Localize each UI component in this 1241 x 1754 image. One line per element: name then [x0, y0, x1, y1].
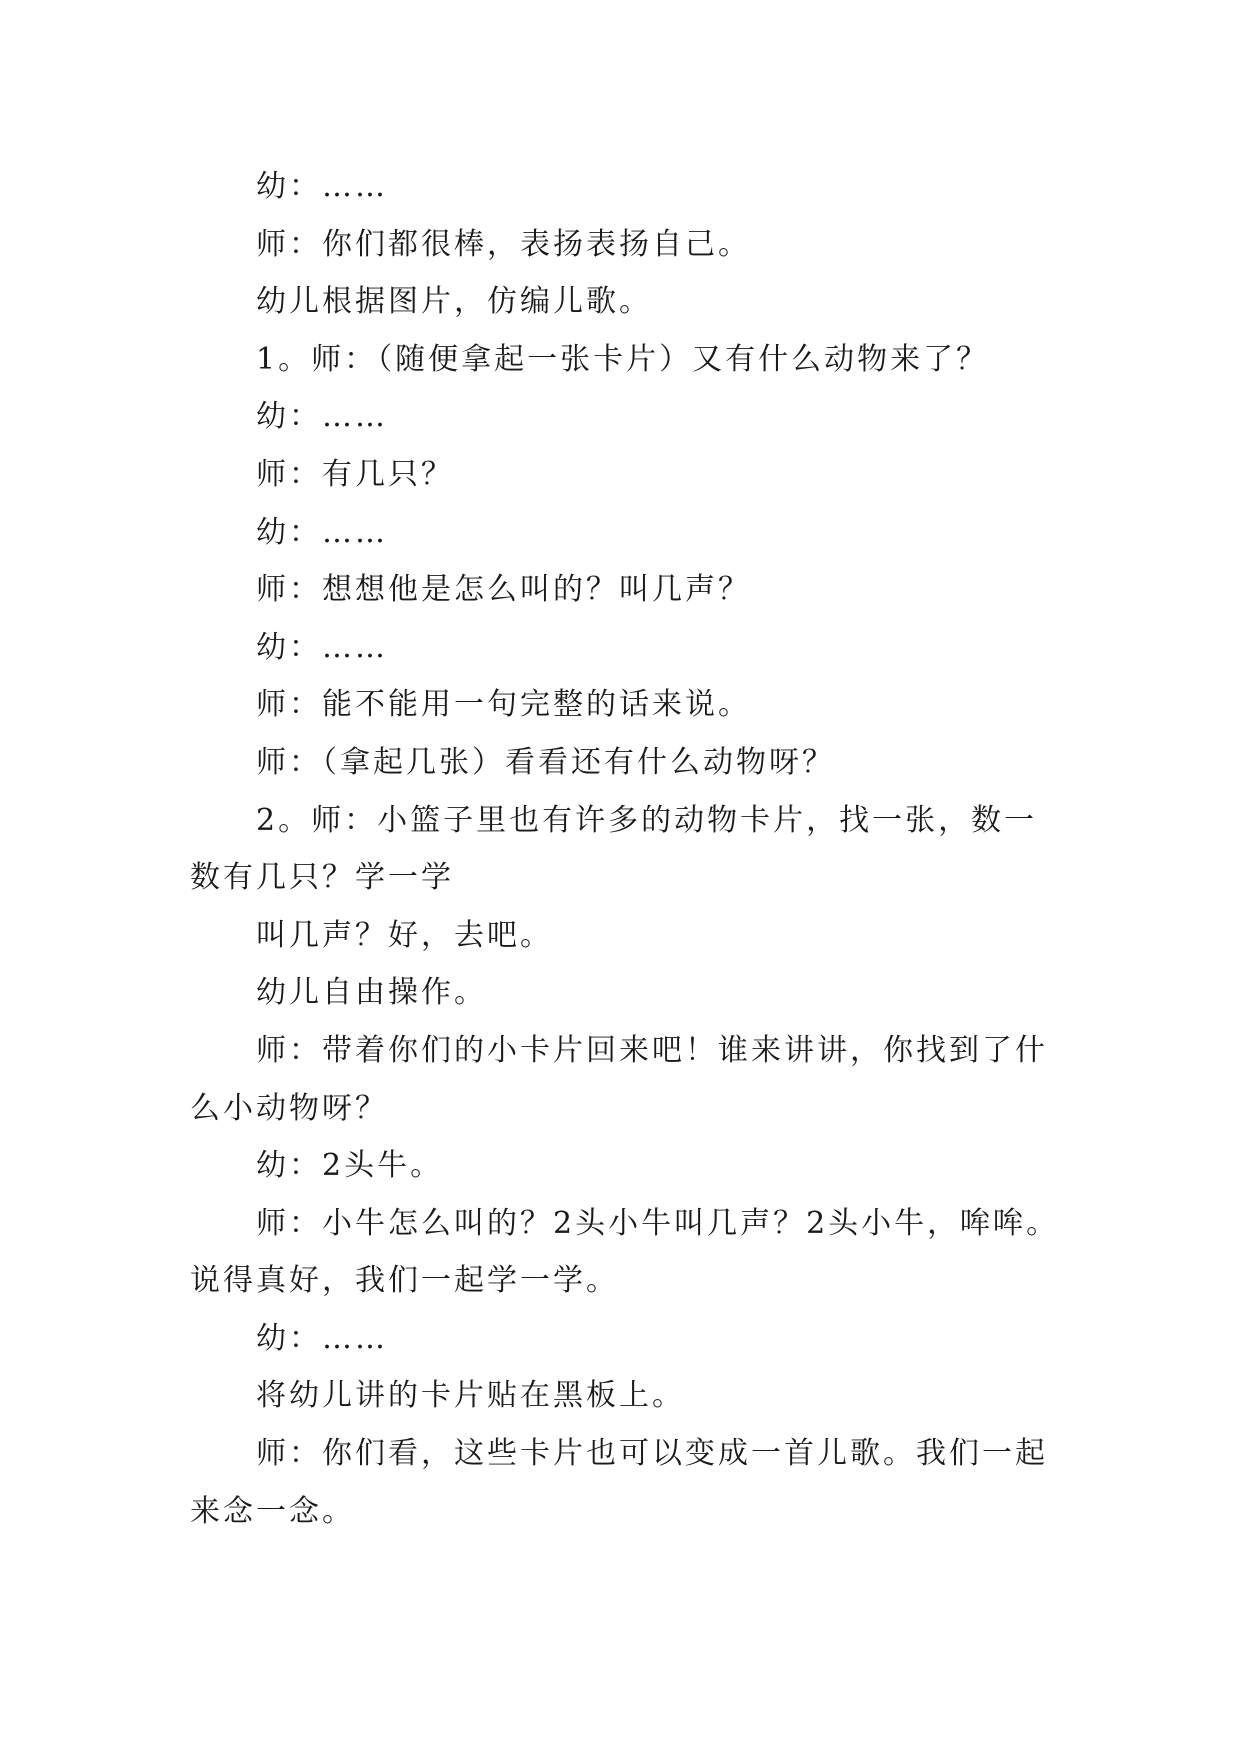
paragraph: 幼：……: [256, 1320, 388, 1356]
paragraph: 幼儿自由操作。: [256, 975, 487, 1011]
paragraph: 师：（拿起几张）看看还有什么动物呀？: [256, 744, 835, 780]
paragraph: 师：你们都很棒，表扬表扬自己。: [256, 226, 751, 262]
paragraph: 师：带着你们的小卡片回来吧！谁来讲讲，你找到了什么小动物呀？: [190, 1032, 1048, 1126]
paragraph: 幼：……: [256, 169, 388, 204]
paragraph: 幼儿根据图片，仿编儿歌。: [256, 284, 652, 320]
paragraph: 师：想想他是怎么叫的？叫几声？: [256, 572, 751, 608]
paragraph: 幼：……: [256, 399, 388, 435]
paragraph: 将幼儿讲的卡片贴在黑板上。: [256, 1378, 685, 1414]
paragraph: 师：有几只？: [256, 456, 454, 492]
paragraph: 幼：……: [256, 514, 388, 550]
paragraph: 叫几声？好，去吧。: [256, 917, 553, 953]
paragraph: 2。师：小篮子里也有许多的动物卡片，找一张，数一数有几只？学一学: [190, 802, 1038, 896]
paragraph: 幼：2头牛。: [256, 1148, 444, 1184]
paragraph: 师：能不能用一句完整的话来说。: [256, 687, 751, 723]
paragraph: 师：你们看，这些卡片也可以变成一首儿歌。我们一起来念一念。: [190, 1436, 1048, 1529]
document-body: [190, 158, 1060, 1540]
paragraph: 幼：……: [256, 629, 388, 665]
paragraph: 1。师：（随便拿起一张卡片）又有什么动物来了？: [256, 341, 990, 377]
paragraph: 师：小牛怎么叫的？2头小牛叫几声？2头小牛，哞哞。说得真好，我们一起学一学。: [190, 1205, 1060, 1299]
